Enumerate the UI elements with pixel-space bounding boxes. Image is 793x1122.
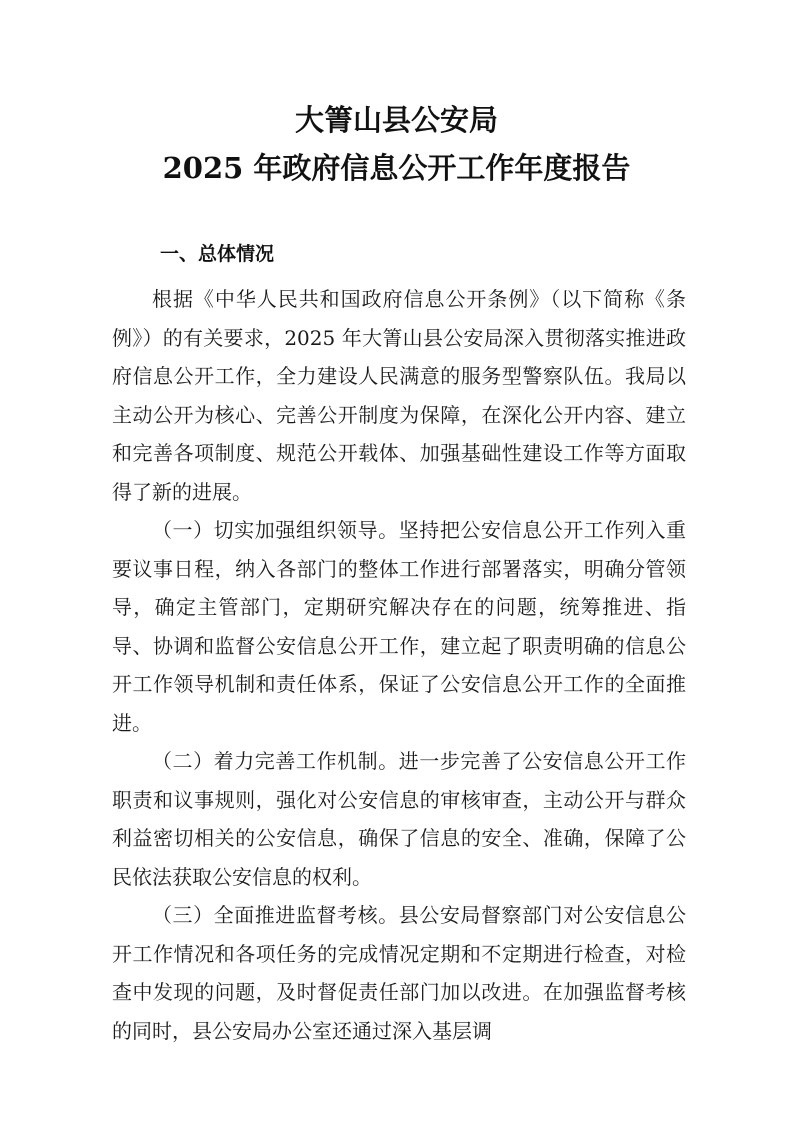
paragraph-organization-leadership: （一）切实加强组织领导。坚持把公安信息公开工作列入重要议事日程，纳入各部门的整体工作进行部署落实，明确分管领导，确定主管部门，定期研究解决存在的问题，统筹推进、指导、协调和监督公安信息公开工作，建立起了职责明确的信息公开工作领导机制和责任体系，保证了公安信息公开工作的全面推进。 [112, 518, 686, 735]
paragraph-supervision-assessment: （三）全面推进监督考核。县公安局督察部门对公安信息公开工作情况和各项任务的完成情况定期和不定期进行检查，对检查中发现的问题，及时督促责任部门加以改进。在加强监督考核的同时，县公安局办公室还通过深入基层调 [112, 903, 686, 1043]
section-heading: 一、总体情况 [160, 243, 275, 265]
document-title-line-2: 2025 年政府信息公开工作年度报告 [162, 151, 631, 185]
document-title-line-1: 大箐山县公安局 [294, 103, 498, 137]
document-body [112, 280, 686, 1050]
paragraph-overview: 根据《中华人民共和国政府信息公开条例》（以下简称《条例》）的有关要求，2025 年大箐山县公安局深入贯彻落实推进政府信息公开工作，全力建设人民满意的服务型警察队伍。我局以主动公开为核心、完善公开制度为保障，在深化公开内容、建立和完善各项制度、规范公开载体、加强基础性建设工作等方面取得了新的进展。 [112, 287, 686, 504]
paragraph-work-mechanism: （二）着力完善工作机制。进一步完善了公安信息公开工作职责和议事规则，强化对公安信息的审核审查，主动公开与群众利益密切相关的公安信息，确保了信息的安全、准确，保障了公民依法获取公安信息的权利。 [112, 749, 686, 889]
